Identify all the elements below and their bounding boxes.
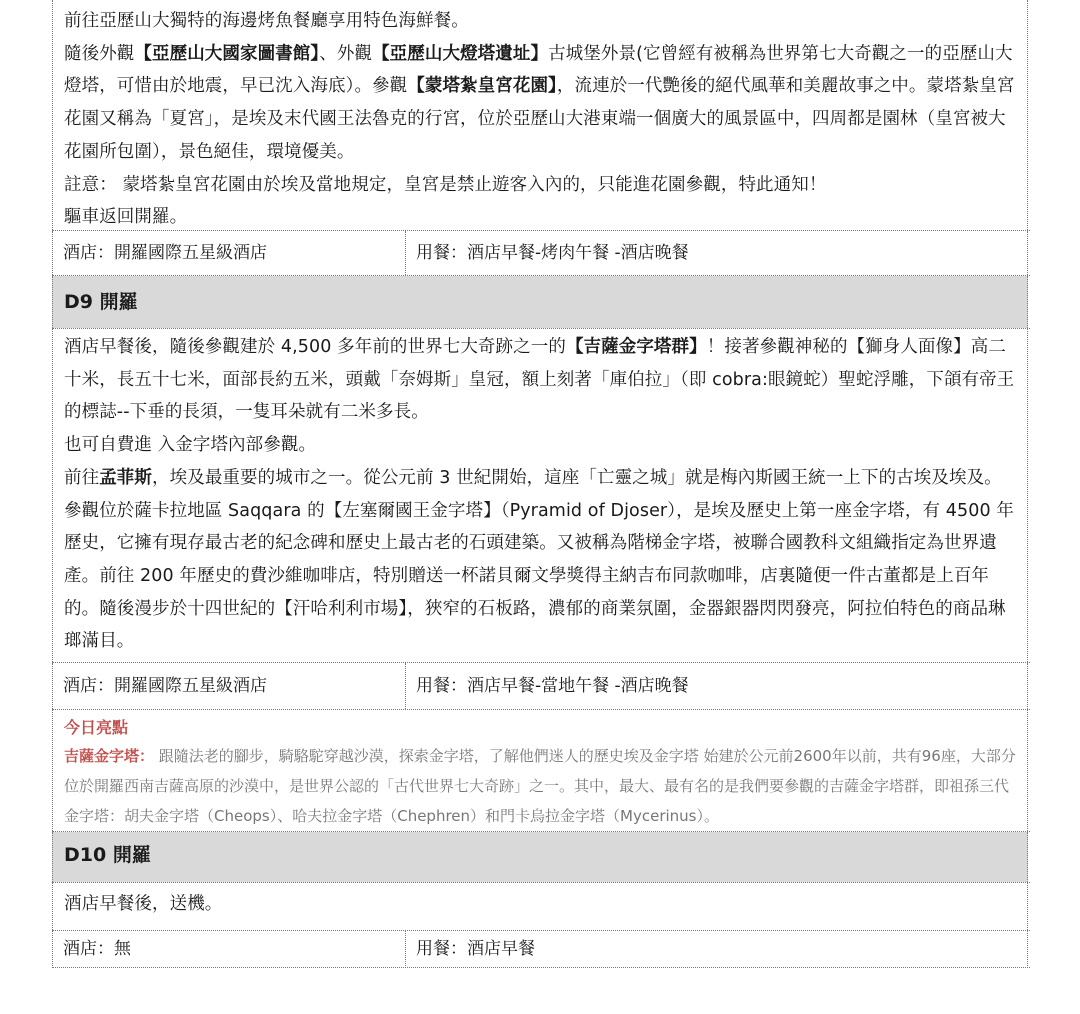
itinerary-sheet — [52, 0, 1030, 968]
day9-meal: 用餐：酒店早餐-當地午餐 -酒店晚餐 — [416, 676, 689, 696]
highlight-name: 吉薩金字塔： — [64, 747, 155, 765]
day8-return: 驅車返回開羅。 — [64, 207, 188, 228]
day9-header: D9 開羅 — [52, 276, 1028, 328]
day9-hotel-meal-row — [52, 663, 1028, 709]
day9-paragraph-3: 前往孟菲斯，埃及最重要的城市之一。從公元前 3 世紀開始，這座「亡靈之城」就是梅內斯國王統一上下的古埃及埃及。參觀位於薩卡拉地區 Saqqara 的【左塞爾國王金字塔】（Pyramid of Djoser），是埃及歷史上第一座金字塔，有 4500 年歷史，它擁有現存最古老的紀念碑和歷史上最古老的石頭建築。又被稱為階梯金字塔，被聯合國教科文組織指定為世界遺產。前往 200 年歷史的費沙維咖啡店，特別贈送一杯諾貝爾文學獎得主納吉布同款咖啡，店裏隨便一件古董都是上百年的。隨後漫步於十四世紀的【汗哈利利市場】，狹窄的石板路，濃郁的商業氛圍，金器銀器閃閃發亮，阿拉伯特色的商品琳瑯滿目。 — [64, 467, 1014, 652]
day8-paragraph-2: 隨後外觀【亞歷山大國家圖書館】、外觀【亞歷山大燈塔遺址】古城堡外景(它曾經有被稱為世界第七大奇觀之一的亞歷山大燈塔，可惜由於地震，早已沈入海底）。參觀【蒙塔紮皇宮花園】，流連於一代艷後的絕代風華和美麗故事之中。蒙塔紮皇宮花園又稱為「夏宮」，是埃及末代國王法魯克的行宮，位於亞歷山大港東端一個廣大的風景區中，四周都是園林（皇宮被大花園所包圍），景色絕佳，環境優美。 — [64, 43, 1015, 162]
highlight-title: 今日亮點 — [64, 718, 129, 737]
day8-line-1: 前往亞歷山大獨特的海邊烤魚餐廳享用特色海鮮餐。 — [64, 11, 469, 31]
day8-description — [52, 0, 1028, 230]
day8-hotel: 酒店：開羅國際五星級酒店 — [53, 231, 406, 275]
day10-header: D10 開羅 — [52, 832, 1028, 882]
day10-description — [52, 883, 1028, 930]
day10-text: 酒店早餐後，送機。 — [64, 894, 223, 914]
day10-hotel-meal-row — [52, 931, 1028, 968]
day9-paragraph-1: 酒店早餐後，隨後參觀建於 4,500 多年前的世界七大奇跡之一的【吉薩金字塔群】！接著參觀神秘的【獅身人面像】高二十米，長五十七米，面部長約五米，頭戴「奈姆斯」皇冠，額上刻著「庫伯拉」（即 cobra:眼鏡蛇）聖蛇浮雕，下頜有帝王的標誌--下垂的長須，一隻耳朵就有二米多長。 — [64, 337, 1015, 423]
library-name: 【亞歷山大國家圖書館】 — [134, 43, 320, 64]
day8-note: 註意： 蒙塔紮皇宮花園由於埃及當地規定，皇宮是禁止遊客入內的，只能進花園參觀，特此通知！ — [64, 174, 827, 195]
day9-description — [52, 329, 1028, 662]
memphis-name: 孟菲斯 — [99, 467, 153, 488]
day8-meal: 用餐：酒店早餐-烤肉午餐 -酒店晚餐 — [416, 243, 689, 263]
palace-garden-name: 【蒙塔紮皇宮花園】 — [407, 76, 557, 97]
day9-paragraph-2: 也可自費進 入金字塔內部參觀。 — [64, 435, 317, 456]
day10-meal: 用餐：酒店早餐 — [416, 939, 535, 959]
giza-pyramids-name: 【吉薩金字塔群】 — [565, 337, 707, 357]
day9-highlight — [52, 710, 1028, 831]
lighthouse-name: 【亞歷山大燈塔遺址】 — [372, 43, 549, 64]
day8-hotel-meal-row — [52, 231, 1028, 275]
highlight-text: 吉薩金字塔： 跟隨法老的腳步，騎駱駝穿越沙漠，探索金字塔，了解他們迷人的歷史埃及金字塔 始建於公元前2600年以前，共有96座，大部分位於開羅西南吉薩高原的沙漠中，是世界公認的「古代世界七大奇跡」之一。其中，最大、最有名的是我們要參觀的吉薩金字塔群，即祖孫三代金字塔：胡夫金字塔（Cheops）、哈夫拉金字塔（Chephren）和門卡烏拉金字塔（Mycerinus）。 — [64, 747, 1016, 825]
day10-hotel: 酒店：無 — [53, 931, 406, 968]
day9-hotel: 酒店：開羅國際五星級酒店 — [53, 663, 406, 709]
